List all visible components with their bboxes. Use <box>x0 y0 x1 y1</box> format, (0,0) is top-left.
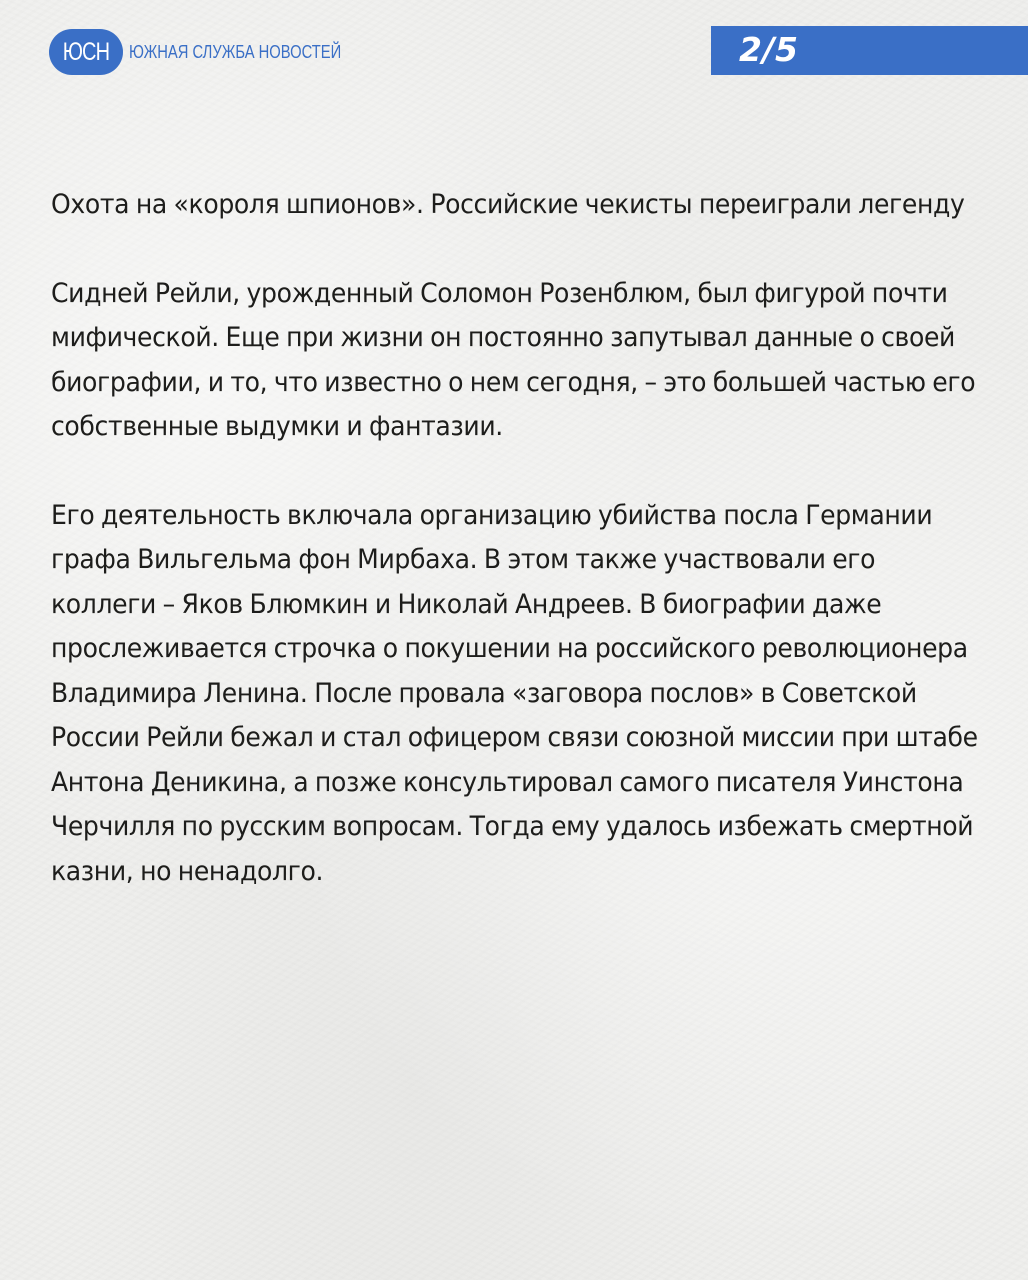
logo-badge <box>49 29 123 75</box>
article-paragraph-2: Его деятельность включала организацию убийства посла Германии графа Вильгельма фон Мирбаха. В этом также участвовали его коллеги – Яков Блюмкин и Николай Андреев. В биографии даже прослеживается строчка о покушении на российского революционера Владимира Ленина. После провала «заговора послов» в Советской России Рейли бежал и стал офицером связи союзной миссии при штабе Антона Деникина, а позже консультировал самого писателя Уинстона Черчилля по русским вопросам. Тогда ему удалось избежать смертной казни, но ненадолго. <box>51 499 978 887</box>
logo <box>49 28 388 76</box>
logo-name: ЮЖНАЯ СЛУЖБА НОВОСТЕЙ <box>129 41 342 62</box>
logo-abbr: ЮСН <box>62 37 110 66</box>
page-indicator <box>711 26 1028 75</box>
page-number: 2/5 <box>739 30 799 69</box>
article-headline: Охота на «короля шпионов». Российские чекисты переиграли легенду <box>51 189 965 220</box>
article-body <box>51 183 986 894</box>
article-paragraph-1: Сидней Рейли, урожденный Соломон Розенблюм, был фигурой почти мифической. Еще при жизни он постоянно запутывал данные о своей биографии, и то, что известно о нем сегодня, – это большей частью его собственные выдумки и фантазии. <box>51 277 976 442</box>
